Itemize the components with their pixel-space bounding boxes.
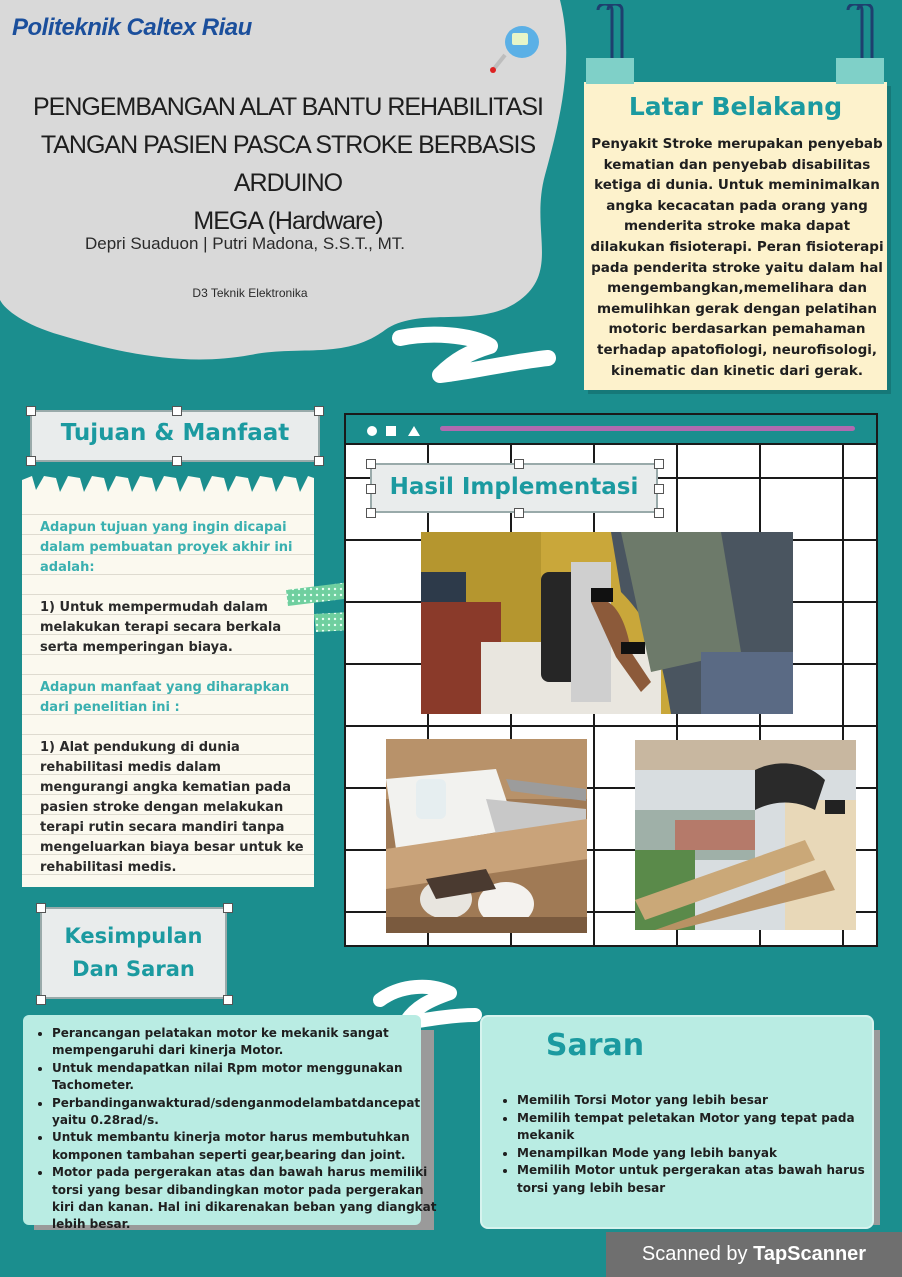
manfaat-intro: Adapun manfaat yang diharapkan dari penelitian ini : (40, 680, 290, 715)
selection-handle (26, 406, 36, 416)
title-line-2: TANGAN PASIEN PASCA STROKE BERBASIS ARDUINO (40, 131, 536, 197)
kesimpulan-item: • Untuk mendapatkan nilai Rpm motor menggunakan Tachometer. (52, 1060, 442, 1095)
selection-handle (314, 456, 324, 466)
scanner-brand: TapScanner (753, 1243, 867, 1265)
selection-handle (26, 456, 36, 466)
kesimpulan-item: • Untuk membantu kinerja motor harus membutuhkan komponen tambahan seperti gear,bearing dan joint. (52, 1129, 442, 1164)
kesimpulan-title-line-1: Kesimpulan (64, 924, 203, 948)
photo-device-components (386, 739, 587, 933)
selection-handle (36, 903, 46, 913)
saran-title: Saran (545, 1028, 645, 1063)
kesimpulan-item: • Perbandinganwakturad/sdenganmodelambatdancepat yaitu 0.28rad/s. (52, 1095, 442, 1130)
poster-title (8, 88, 568, 240)
hasil-title: Hasil Implementasi (389, 474, 639, 500)
saran-list (493, 1092, 897, 1197)
department: D3 Teknik Elektronika (192, 286, 308, 300)
saran-item: • Memilih Motor untuk pergerakan atas bawah harus torsi yang lebih besar (517, 1162, 897, 1197)
kesimpulan-item: • Perancangan pelatakan motor ke mekanik sangat mempengaruhi dari kinerja Motor. (52, 1025, 442, 1060)
selection-handle (514, 508, 524, 518)
photo-mechanism-frame (635, 740, 856, 930)
selection-handle (172, 456, 182, 466)
selection-handle (366, 508, 376, 518)
tujuan-title: Tujuan & Manfaat (60, 420, 290, 446)
selection-handle (223, 903, 233, 913)
window-title-line (440, 426, 855, 431)
saran-item: • Memilih tempat peletakan Motor yang tepat pada mekanik (517, 1110, 897, 1145)
selection-handle (366, 459, 376, 469)
kesimpulan-title-line-2: Dan Saran (72, 957, 195, 981)
selection-handle (654, 508, 664, 518)
binder-clip-icon (584, 4, 636, 86)
window-shapes-icon (366, 424, 426, 438)
manfaat-point-1: 1) Alat pendukung di dunia rehabilitasi medis dalam mengurangi angka kematian pada pasien stroke dengan melakukan terapi rutin secara mandiri tanpa mengeluarkan biaya besar untuk ke rehabilitasi medis. (40, 740, 304, 875)
photo-patient-using-device (421, 532, 793, 714)
selection-handle (654, 459, 664, 469)
saran-item: • Menampilkan Mode yang lebih banyak (517, 1145, 897, 1163)
saran-item: • Memilih Torsi Motor yang lebih besar (517, 1092, 897, 1110)
tujuan-intro: Adapun tujuan yang ingin dicapai dalam pembuatan proyek akhir ini adalah: (40, 520, 293, 575)
title-line-3: MEGA (Hardware) (193, 207, 383, 235)
authors: Depri Suaduon | Putri Madona, S.S.T., MT. (84, 234, 405, 253)
kesimpulan-item: • Motor pada pergerakan atas dan bawah harus memiliki torsi yang besar dibandingkan motor pada pergerakan kiri dan kanan. Hal ini dikarenakan beban yang diangkat lebih besar. (52, 1164, 442, 1234)
selection-handle (172, 406, 182, 416)
torn-paper-edge (22, 470, 314, 496)
kesimpulan-list (30, 1025, 442, 1234)
selection-handle (314, 406, 324, 416)
scanner-watermark (606, 1232, 902, 1277)
institution-logo: Politeknik Caltex Riau (12, 14, 252, 41)
scanner-prefix: Scanned by (641, 1243, 754, 1265)
binder-clip-icon (834, 4, 886, 86)
kesimpulan-title (40, 920, 227, 986)
selection-handle (223, 995, 233, 1005)
tujuan-point-1: 1) Untuk mempermudah dalam melakukan terapi secara berkala serta memperingan biaya. (40, 600, 282, 655)
selection-handle (36, 995, 46, 1005)
selection-handle (514, 459, 524, 469)
title-line-1: PENGEMBANGAN ALAT BANTU REHABILITASI (33, 93, 543, 121)
latar-belakang-title: Latar Belakang (628, 92, 843, 121)
latar-belakang-text: Penyakit Stroke merupakan penyebab kematian dan penyebab disabilitas ketiga di dunia. Untuk meminimalkan angka kecacatan pada orang yang menderita stroke maka dapat dilakukan fisioterapi. Peran fisioterapi pada penderita stroke yaitu dalam hal mengembangkan,memelihara dan memulihkan gerak dengan pelatihan motoric berdasarkan pemahaman terhadap apatofiologi, neurofisologi, kinematic dan kinetic dari gerak. (590, 136, 884, 379)
